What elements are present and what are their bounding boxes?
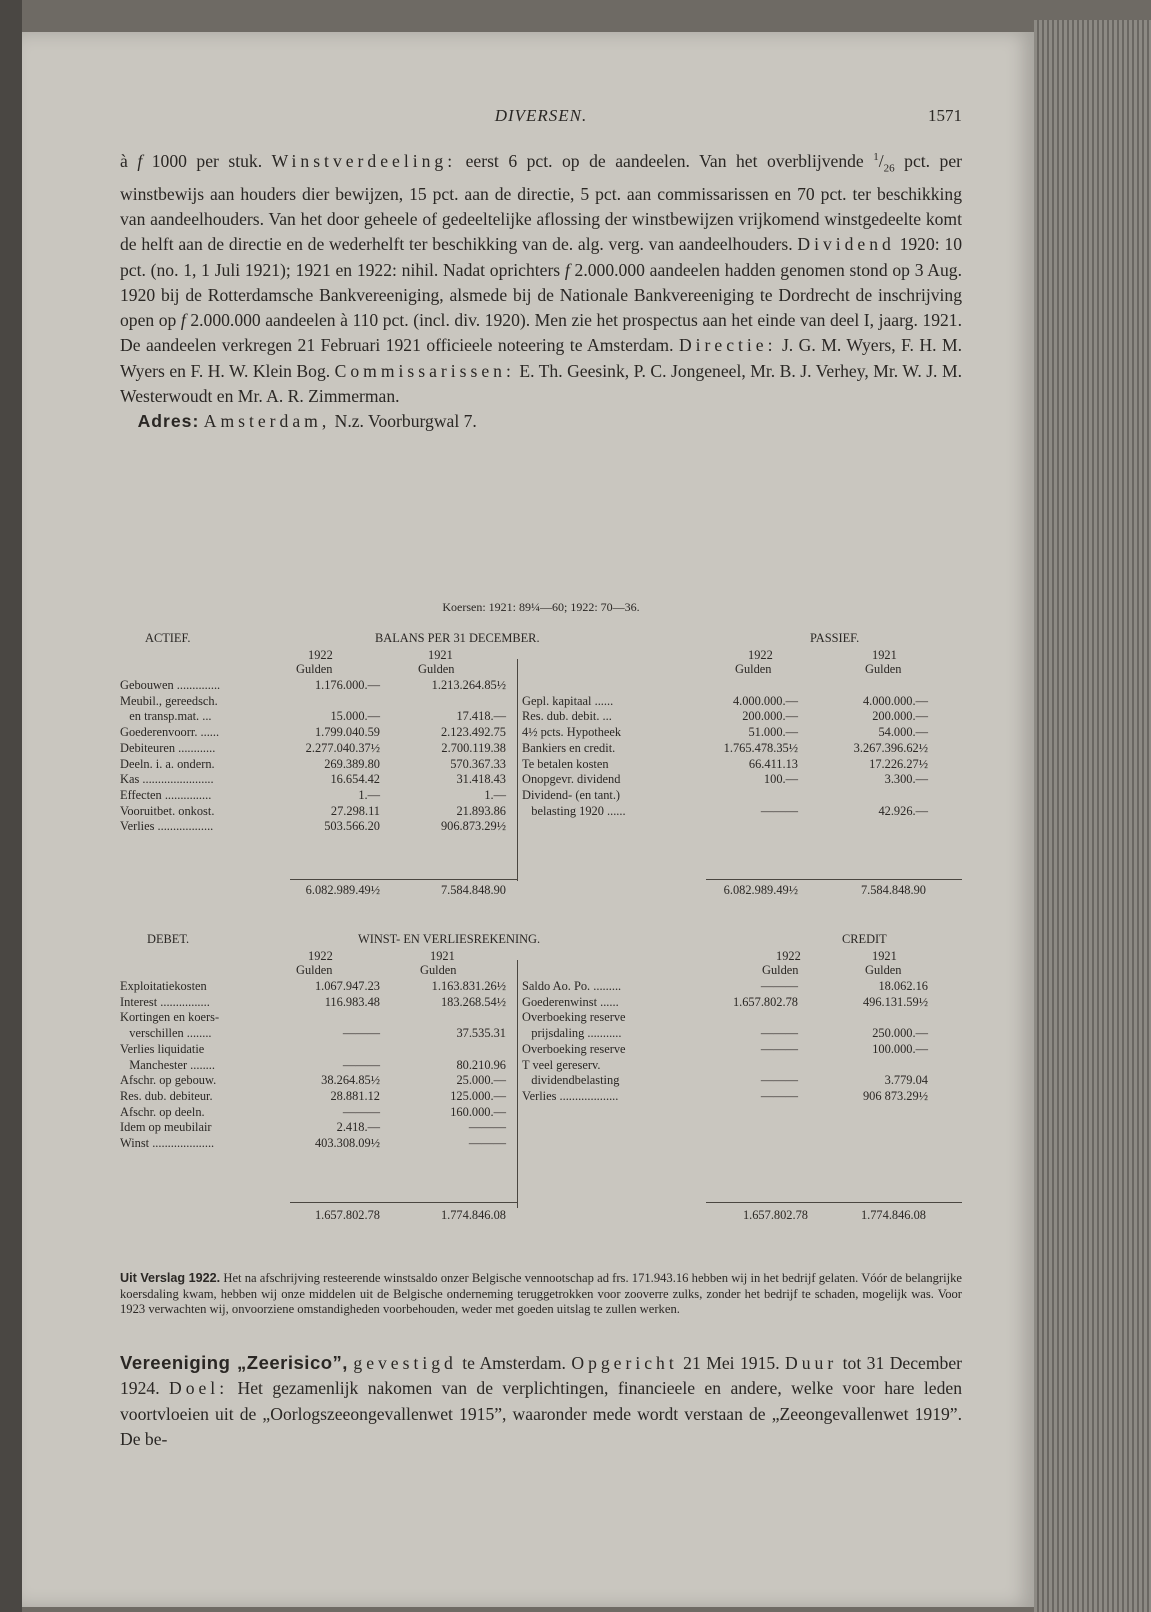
- row-label: Saldo Ao. Po. .........: [522, 979, 622, 993]
- winst-title: WINST- EN VERLIESREKENING.: [358, 932, 541, 946]
- row-value: 200.000.—: [742, 709, 798, 724]
- row-value: 906.873.29½: [440, 819, 506, 834]
- row-label: Debiteuren ............: [120, 740, 216, 755]
- passief-label: PASSIEF.: [810, 631, 860, 645]
- total-rule: [706, 1202, 962, 1203]
- row-label: Gepl. kapitaal ......: [522, 693, 614, 708]
- body-text-run: 1000 per stuk.: [142, 150, 272, 171]
- row-value: 116.983.48: [324, 994, 380, 1009]
- body-text-run: 1: [873, 151, 879, 163]
- table-row: [120, 678, 962, 693]
- row-value: 66.411.13: [748, 756, 798, 771]
- assoc-text-run: Duur: [785, 1353, 838, 1373]
- year-col: 1922: [308, 949, 333, 963]
- koersen-line: Koersen: 1921: 89¼—60; 1922: 70—36.: [442, 600, 640, 614]
- table-row: [120, 741, 962, 756]
- row-label: en transp.mat. ...: [120, 709, 212, 724]
- balans-title: BALANS PER 31 DECEMBER.: [375, 631, 540, 645]
- table-row: [120, 1073, 962, 1088]
- unit-col: Gulden: [418, 662, 455, 676]
- row-label: Meubil., gereedsch.: [120, 693, 218, 708]
- credit-label: CREDIT: [842, 932, 887, 946]
- assoc-text-run: Opgericht: [571, 1353, 678, 1373]
- row-value: 1.176.000.—: [314, 678, 380, 692]
- body-text-run: 26: [883, 162, 895, 175]
- unit-col: Gulden: [762, 963, 799, 977]
- row-value: 17.418.—: [456, 709, 506, 724]
- row-value: ———: [760, 1041, 798, 1056]
- row-label: Effecten ...............: [120, 787, 212, 802]
- body-text-run: 2.000.000 aandeelen à 110 pct. (incl. div. 1920). Men zie het prospectus aan het einde van deel I, jaarg. 1921. De aandeelen verkregen 21 Februari 1921 officieele noteering te Amsterdam.: [120, 310, 962, 356]
- row-label: Res. dub. debiteur.: [120, 1088, 213, 1103]
- total-rule: [290, 1202, 518, 1203]
- company-description: [120, 145, 962, 435]
- actief-label: ACTIEF.: [145, 631, 191, 645]
- row-value: 31.418.43: [456, 772, 506, 787]
- row-value: 21.893.86: [456, 803, 506, 818]
- year-col: 1922: [748, 648, 773, 662]
- total-value: 7.584.848.90: [860, 883, 926, 897]
- row-value: 16.654.42: [330, 772, 380, 787]
- row-value: 25.000.—: [456, 1073, 506, 1088]
- verslag-heading: Uit Verslag 1922.: [120, 1271, 221, 1285]
- row-value: 570.367.33: [450, 756, 506, 771]
- row-value: 4.000.000.—: [732, 693, 798, 708]
- row-value: 1.067.947.23: [314, 979, 380, 993]
- row-value: 80.210.96: [456, 1057, 506, 1072]
- row-label: Manchester ........: [120, 1057, 215, 1072]
- verslag-text: Het na afschrijving resteerende winstsaldo onzer Belgische vennootschap ad frs. 171.943.16 hebben wij in het bedrijf gelaten. Vóór de belangrijke koersdaling kwam, hebben wij onze middelen uit de Belgische onderneming teruggetrokken voor zooverre zulks, zonder het bedrijf te schaden, mogelijk was. Voor 1923 verwachten wij, onvoorziene omstandigheden voorbehouden, weder met goeden uitslag te zullen werken.: [120, 1271, 962, 1317]
- table-row: [120, 772, 962, 787]
- unit-col: Gulden: [865, 662, 902, 676]
- annual-report-excerpt: [120, 1271, 962, 1318]
- row-value: 4.000.000.—: [862, 693, 928, 708]
- total-rule: [706, 879, 962, 880]
- assoc-text-run: te Amsterdam.: [456, 1353, 572, 1373]
- body-text-run: à: [120, 150, 138, 171]
- row-value: 54.000.—: [878, 725, 928, 740]
- total-value: 1.657.802.78: [742, 1208, 808, 1222]
- row-value: 3.779.04: [884, 1073, 928, 1088]
- row-value: ———: [760, 1088, 798, 1103]
- row-label: Interest ................: [120, 994, 210, 1009]
- year-col: 1921: [872, 648, 897, 662]
- row-label: Dividend- (en tant.): [522, 787, 621, 802]
- total-value: 6.082.989.49½: [723, 883, 798, 897]
- page-edges: [1034, 20, 1151, 1612]
- row-value: 100.—: [763, 772, 798, 787]
- row-value: 403.308.09½: [314, 1136, 380, 1150]
- row-value: 1.163.831.26½: [431, 979, 506, 993]
- assoc-text-run: 21 Mei 1915.: [677, 1353, 786, 1373]
- table-row: [120, 725, 962, 740]
- row-value: 1.657.802.78: [732, 994, 798, 1009]
- body-text-run: pct. per winstbewijs aan houders dier bewijzen, 15 pct. aan de directie, 5 pct. aan commissarissen en 70 pct. ter beschikking van aandeelhouders. Van het door geheele of gedeeltelijke aflossing der winstbewijzen vrijkomend winstgedeelte komt de helft aan de directie en de wederhelft ter beschikking van de. alg. verg. van aandeelhouders.: [120, 150, 963, 255]
- row-value: ———: [760, 979, 798, 993]
- row-label: T veel gereserv.: [522, 1057, 601, 1072]
- balance-sheet-table: [120, 631, 962, 911]
- association-entry: [120, 1350, 962, 1452]
- total-rule: [290, 879, 518, 880]
- row-value: 2.277.040.37½: [305, 740, 380, 755]
- row-label: Onopgevr. dividend: [522, 772, 621, 787]
- body-text-run: 1920: 10 pct. (no. 1, 1 Juli 1921); 1921 en 1922: nihil. Nadat oprichters: [120, 234, 962, 280]
- row-label: Res. dub. debit. ...: [522, 709, 612, 724]
- row-value: 2.123.492.75: [440, 725, 506, 740]
- row-label: verschillen ........: [120, 1026, 212, 1041]
- assoc-text-run: Het gezamenlijk nakomen van de verplichtingen, financieele en andere, welke voor hare leden voortvloeien uit de „Oorlogszeeongevallenwet 1915”, waaronder mede wordt verstaan de „Zeeongevallenwet 1919”. De be-: [120, 1378, 962, 1449]
- row-value: 160.000.—: [450, 1104, 506, 1119]
- table-row: [120, 1120, 962, 1135]
- unit-col: Gulden: [296, 963, 333, 977]
- assoc-text-run: Vereeniging „Zeerisico”,: [120, 1352, 348, 1373]
- table-row: [120, 804, 962, 819]
- row-value: 2.700.119.38: [441, 740, 506, 755]
- row-value: 18.062.16: [878, 979, 928, 993]
- row-value: 125.000.—: [450, 1088, 506, 1103]
- row-value: 496.131.59½: [862, 994, 928, 1009]
- total-value: 1.774.846.08: [440, 1208, 506, 1222]
- body-text-run: J. G. M. Wyers, F. H. M. Wyers en F. H. W. Klein Bog.: [120, 335, 962, 381]
- year-col: 1922: [308, 648, 333, 662]
- table-row: [120, 788, 962, 803]
- body-text-run: E. Th. Geesink, P. C. Jongeneel, Mr. B. J. Verhey, Mr. W. J. M. Westerwoudt en Mr. A. R. Zimmerman.: [120, 360, 962, 407]
- row-value: 250.000.—: [872, 1026, 928, 1041]
- row-label: prijsdaling ...........: [522, 1026, 622, 1041]
- table-row: [120, 709, 962, 724]
- assoc-text-run: Doel:: [169, 1378, 229, 1399]
- table-row: [120, 1042, 962, 1057]
- row-value: ———: [760, 1073, 798, 1088]
- row-label: Kortingen en koers-: [120, 1010, 220, 1025]
- row-label: Goederenvoorr. ......: [120, 725, 220, 740]
- row-label: Afschr. op gebouw.: [120, 1073, 217, 1088]
- row-value: ———: [468, 1136, 506, 1150]
- row-label: Verlies ...................: [522, 1088, 619, 1103]
- row-value: 3.300.—: [884, 772, 928, 787]
- body-text-run: 2.000.000 aandeelen hadden genomen stond op 3 Aug. 1920 bij de Rotterdamsche Bankvereeniging, alsmede bij de Nationale Bankvereeniging te Dordrecht de inschrijving open op: [120, 259, 962, 331]
- row-value: 27.298.11: [330, 803, 380, 818]
- body-text-run: N.z. Voorburgwal 7.: [330, 411, 477, 432]
- row-value: 1.—: [484, 787, 506, 802]
- row-value: 1.799.040.59: [314, 725, 380, 740]
- year-col: 1921: [430, 949, 455, 963]
- year-col: 1922: [776, 949, 801, 963]
- table-row: [120, 1136, 962, 1151]
- row-value: ———: [468, 1120, 506, 1135]
- table-row: [120, 694, 962, 709]
- row-value: 503.566.20: [324, 819, 380, 834]
- row-value: 269.389.80: [324, 756, 380, 771]
- total-value: 1.774.846.08: [860, 1208, 926, 1222]
- year-col: 1921: [428, 648, 453, 662]
- row-value: ———: [342, 1104, 380, 1119]
- body-text-run: f: [180, 310, 186, 331]
- row-label: Overboeking reserve: [522, 1010, 626, 1025]
- row-label: Kas .......................: [120, 772, 214, 787]
- row-value: ———: [760, 803, 798, 818]
- table-row: [120, 979, 962, 994]
- row-label: Vooruitbet. onkost.: [120, 803, 215, 818]
- total-value: 1.657.802.78: [314, 1208, 380, 1222]
- row-value: 100.000.—: [872, 1041, 928, 1056]
- year-col: 1921: [872, 949, 897, 963]
- row-value: 183.268.54½: [440, 994, 506, 1009]
- row-label: Te betalen kosten: [522, 756, 609, 771]
- row-value: 42.926.—: [878, 803, 928, 818]
- body-text-run: Winstverdeeling:: [271, 150, 457, 171]
- row-value: 37.535.31: [456, 1026, 506, 1041]
- row-value: 28.881.12: [330, 1088, 380, 1103]
- row-value: ———: [760, 1026, 798, 1041]
- row-label: 4½ pcts. Hypotheek: [522, 725, 622, 740]
- unit-col: Gulden: [420, 963, 457, 977]
- unit-col: Gulden: [296, 662, 333, 676]
- body-text-run: Commissarissen:: [334, 360, 515, 381]
- table-row: [120, 1058, 962, 1073]
- row-label: dividendbelasting: [522, 1073, 620, 1088]
- table-row: [120, 1010, 962, 1025]
- row-label: Overboeking reserve: [522, 1041, 626, 1056]
- table-row: [120, 757, 962, 772]
- body-text-run: Adres:: [137, 411, 200, 432]
- row-label: Exploitatiekosten: [120, 979, 207, 993]
- row-value: 1.213.264.85½: [431, 678, 506, 692]
- page-number: 1571: [928, 106, 962, 125]
- unit-col: Gulden: [865, 963, 902, 977]
- table-row: [120, 995, 962, 1010]
- row-value: 17.226.27½: [869, 756, 928, 771]
- table-row: [120, 1105, 962, 1120]
- row-value: 51.000.—: [748, 725, 798, 740]
- row-label: Verlies ..................: [120, 819, 214, 834]
- page-title: DIVERSEN.: [494, 106, 588, 125]
- body-text-run: f: [137, 150, 143, 171]
- body-text-run: f: [564, 259, 570, 280]
- row-label: Bankiers en credit.: [522, 740, 616, 755]
- body-text-run: eerst 6 pct. op de aandeelen. Van het overblijvende: [456, 150, 874, 171]
- row-value: 200.000.—: [872, 709, 928, 724]
- body-text-run: Amsterdam,: [203, 411, 331, 432]
- body-text-run: Directie:: [678, 335, 777, 356]
- row-value: 1.—: [358, 787, 380, 802]
- row-label: Winst ....................: [120, 1136, 215, 1150]
- row-value: ———: [342, 1057, 380, 1072]
- total-value: 6.082.989.49½: [305, 883, 380, 897]
- row-value: 38.264.85½: [321, 1073, 380, 1088]
- row-label: Deeln. i. a. ondern.: [120, 756, 215, 771]
- profit-loss-table: [120, 932, 962, 1232]
- row-label: Goederenwinst ......: [522, 994, 619, 1009]
- table-row: [120, 819, 962, 834]
- row-value: 3.267.396.62½: [853, 740, 928, 755]
- row-label: Idem op meubilair: [120, 1120, 212, 1135]
- row-value: 906 873.29½: [862, 1088, 928, 1103]
- body-text-run: Dividend: [797, 234, 895, 255]
- row-label: Afschr. op deeln.: [120, 1104, 205, 1119]
- body-text-run: /: [878, 150, 884, 171]
- assoc-text-run: gevestigd: [353, 1353, 457, 1373]
- book-spine: [0, 0, 22, 1612]
- body-text-run: [120, 411, 138, 431]
- row-label: Verlies liquidatie: [120, 1041, 205, 1056]
- row-value: 1.765.478.35½: [723, 740, 798, 755]
- debet-label: DEBET.: [147, 932, 190, 946]
- row-label: Gebouwen ..............: [120, 678, 221, 692]
- row-value: 15.000.—: [330, 709, 380, 724]
- table-row: [120, 1089, 962, 1104]
- total-value: 7.584.848.90: [440, 883, 506, 897]
- unit-col: Gulden: [735, 662, 772, 676]
- assoc-text-run: tot 31 December 1924.: [120, 1353, 962, 1399]
- row-value: 2.418.—: [336, 1120, 380, 1135]
- row-label: belasting 1920 ......: [522, 803, 626, 818]
- row-value: ———: [342, 1026, 380, 1041]
- table-row: [120, 1026, 962, 1041]
